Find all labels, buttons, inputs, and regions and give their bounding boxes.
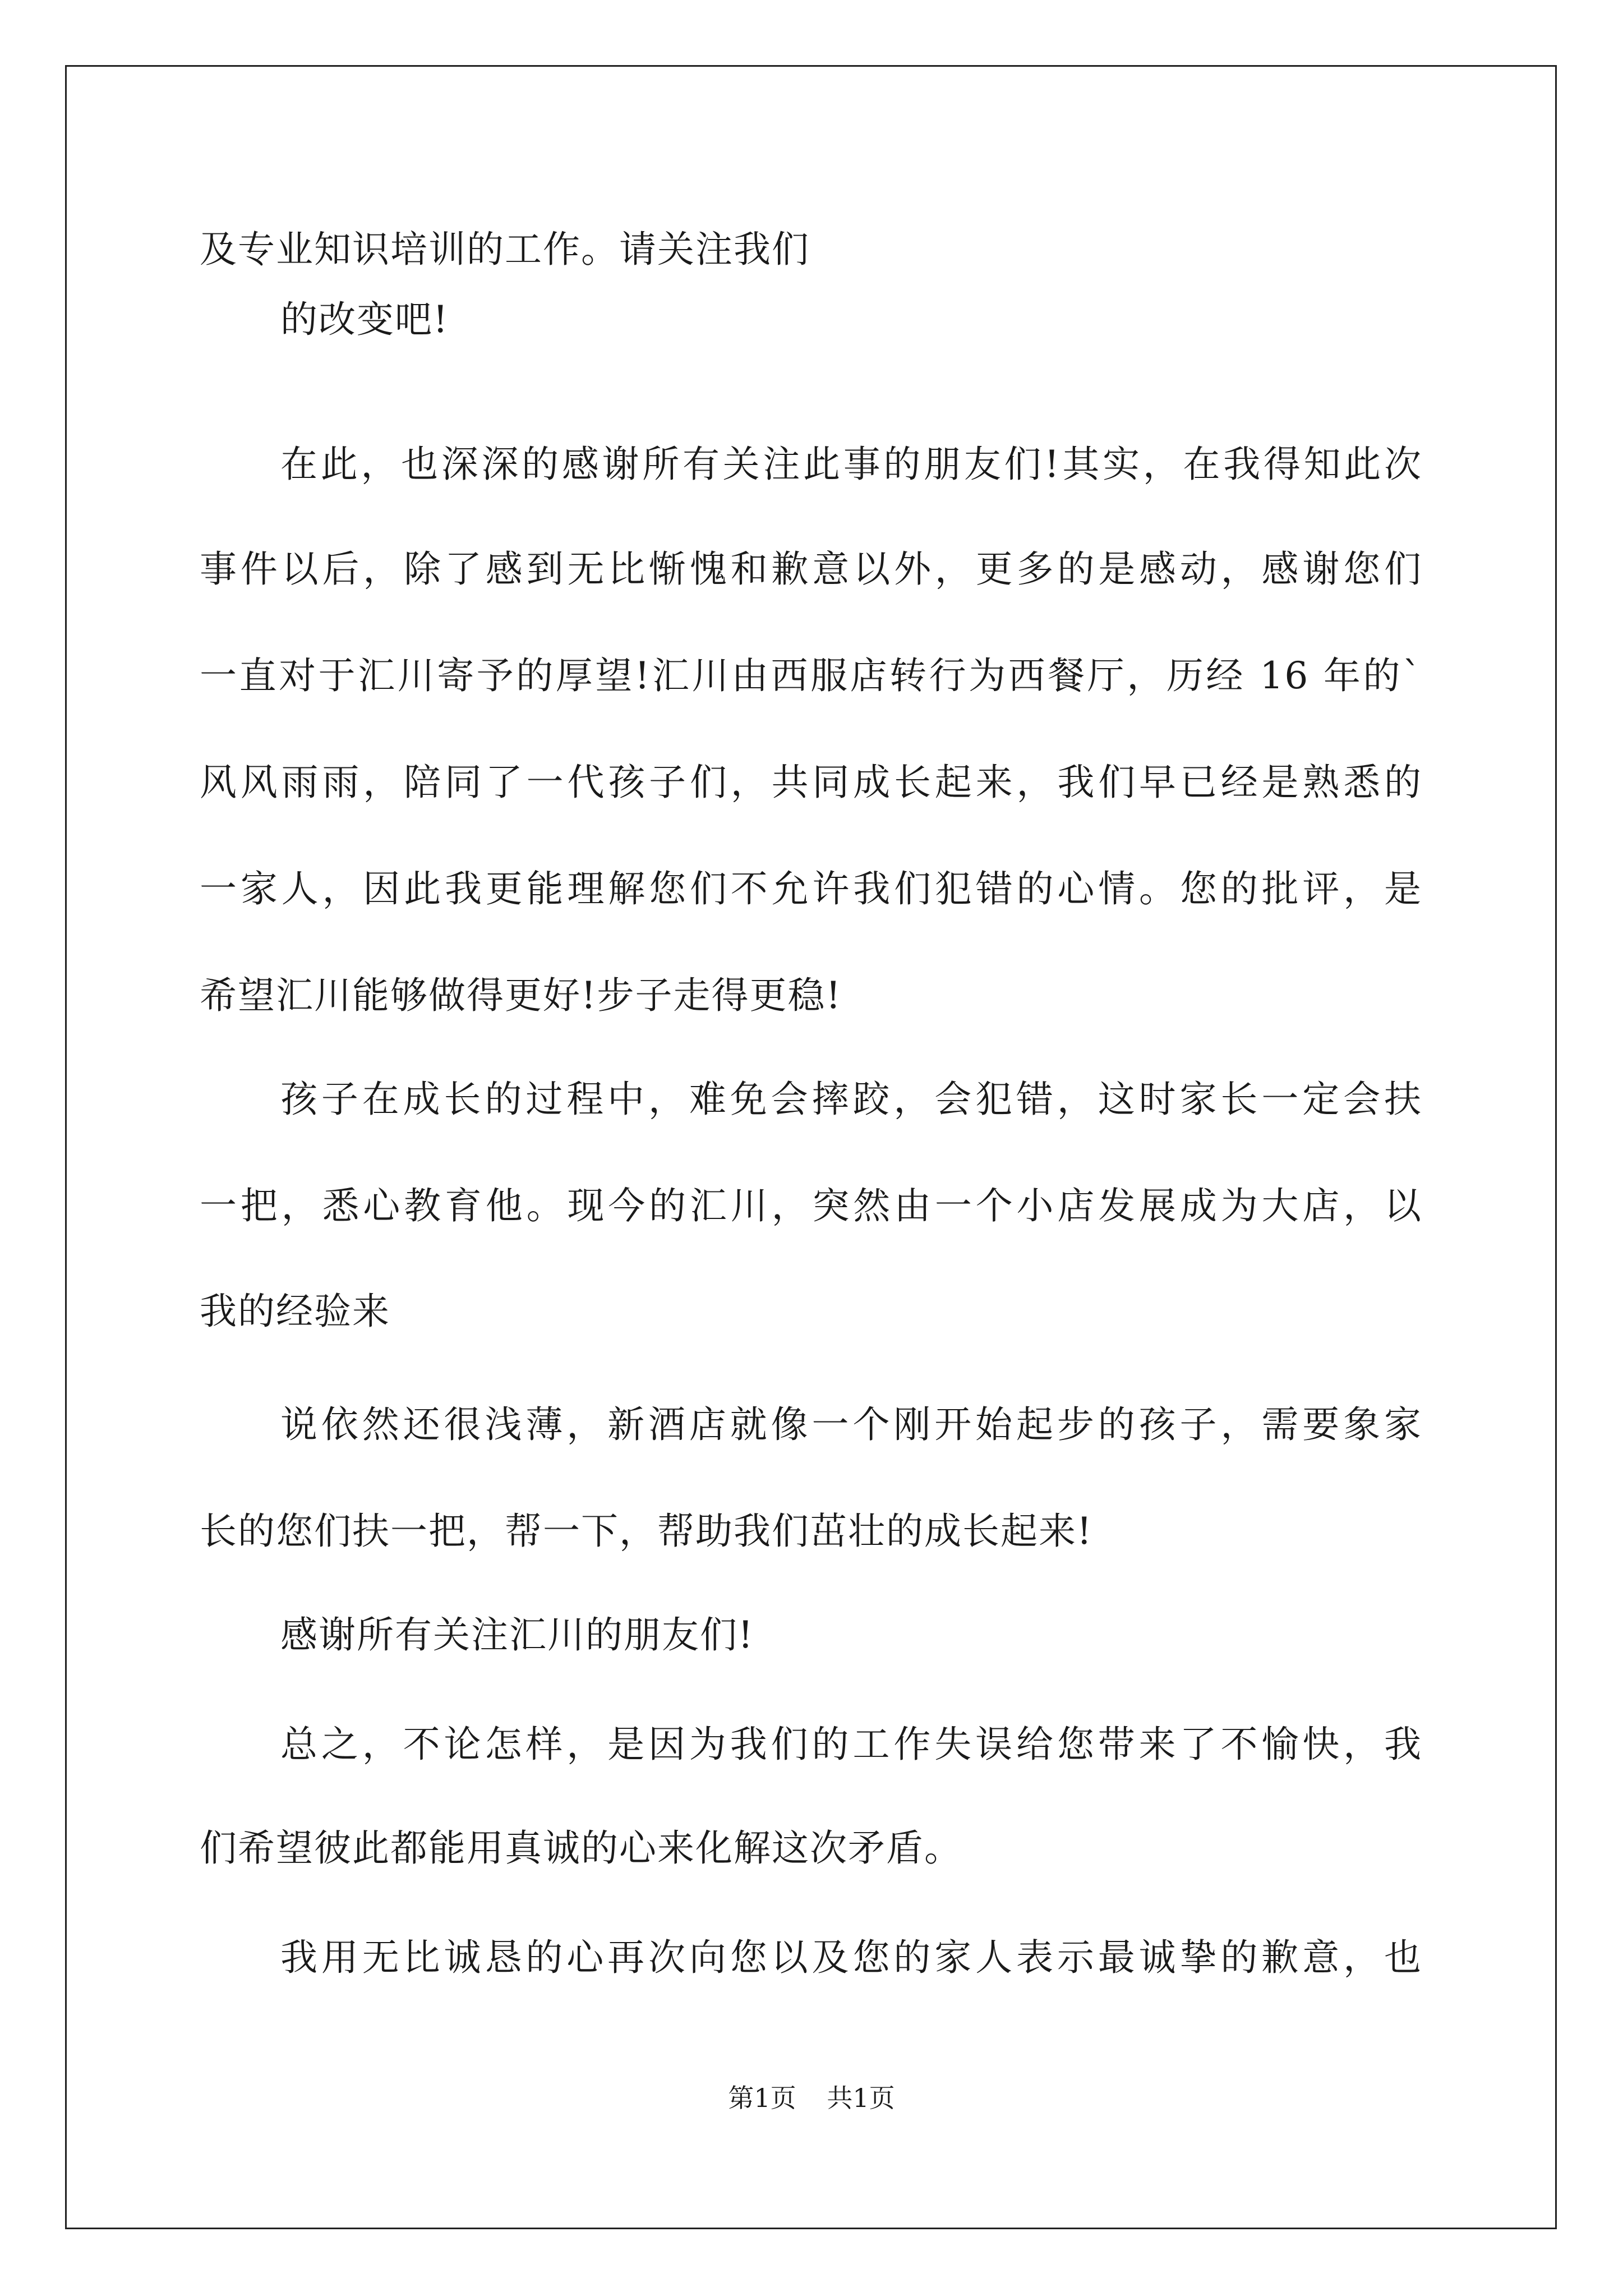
text-line-11: 我的经验来 bbox=[200, 1290, 390, 1333]
page-number-total: 共1页 bbox=[827, 2083, 895, 2113]
text-line-4: 事件以后，除了感到无比惭愧和歉意以外，更多的是感动，感谢您们 bbox=[200, 547, 1422, 591]
text-line-13: 长的您们扶一把，帮一下，帮助我们茁壮的成长起来! bbox=[200, 1510, 1093, 1553]
text-line-5: 一直对于汇川寄予的厚望!汇川由西服店转行为西餐厅，历经 16 年的` bbox=[200, 654, 1422, 697]
text-line-12: 说依然还很浅薄，新酒店就像一个刚开始起步的孩子，需要象家 bbox=[280, 1403, 1422, 1446]
page-footer bbox=[0, 2081, 1623, 2115]
text-line-7: 一家人，因此我更能理解您们不允许我们犯错的心情。您的批评，是 bbox=[200, 867, 1422, 910]
text-line-1: 及专业知识培训的工作。请关注我们 bbox=[200, 228, 810, 271]
text-line-14: 感谢所有关注汇川的朋友们! bbox=[280, 1613, 754, 1657]
text-line-2: 的改变吧! bbox=[280, 298, 449, 341]
text-line-9: 孩子在成长的过程中，难免会摔跤，会犯错，这时家长一定会扶 bbox=[280, 1078, 1422, 1121]
text-line-16: 们希望彼此都能用真诚的心来化解这次矛盾。 bbox=[200, 1826, 962, 1870]
text-line-6: 风风雨雨，陪同了一代孩子们，共同成长起来，我们早已经是熟悉的 bbox=[200, 761, 1422, 804]
page-number-current: 第1页 bbox=[728, 2083, 796, 2113]
text-line-10: 一把，悉心教育他。现今的汇川，突然由一个小店发展成为大店，以 bbox=[200, 1184, 1422, 1227]
page-border bbox=[65, 65, 1557, 2229]
text-line-17: 我用无比诚恳的心再次向您以及您的家人表示最诚挚的歉意，也 bbox=[280, 1936, 1422, 1979]
text-line-15: 总之，不论怎样，是因为我们的工作失误给您带来了不愉快，我 bbox=[280, 1723, 1422, 1766]
text-line-3: 在此，也深深的感谢所有关注此事的朋友们!其实，在我得知此次 bbox=[280, 443, 1422, 486]
text-line-8: 希望汇川能够做得更好!步子走得更稳! bbox=[200, 974, 842, 1017]
